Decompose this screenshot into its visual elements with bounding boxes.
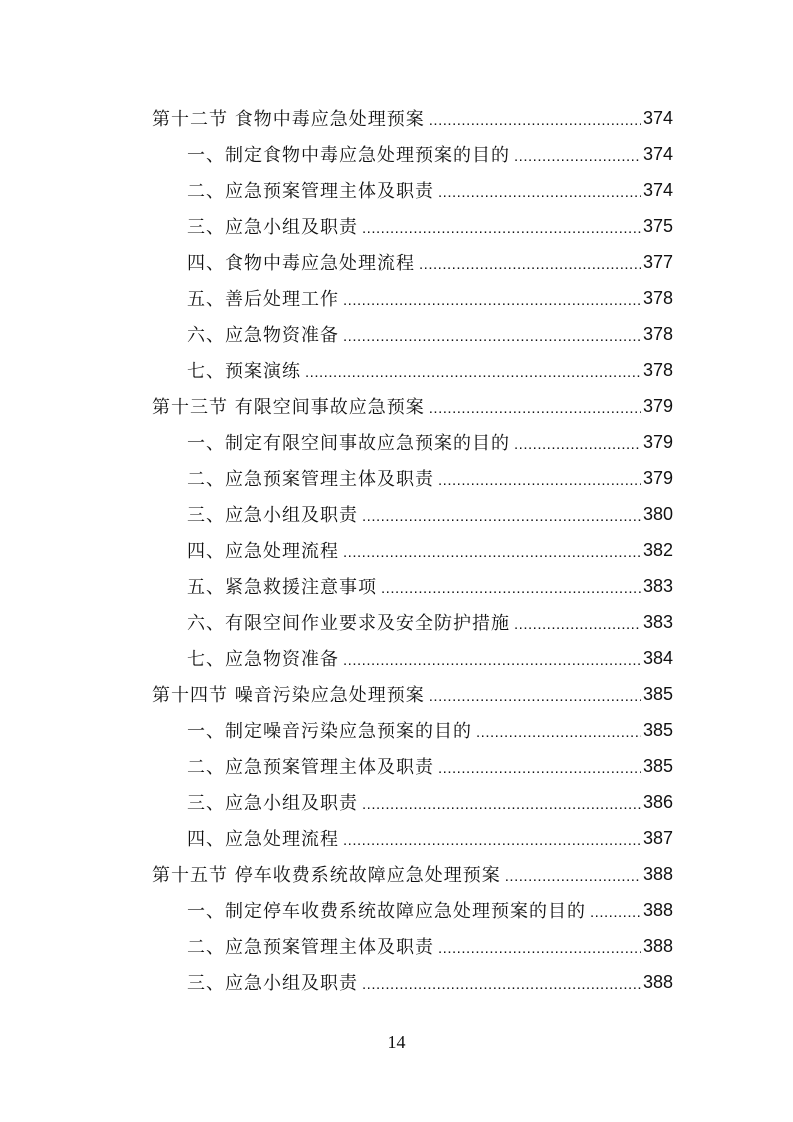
toc-subsection-entry[interactable]: [152, 892, 673, 928]
dot-leader: [505, 865, 641, 883]
toc-subsection-entry[interactable]: [152, 604, 673, 640]
toc-subsection-entry[interactable]: [152, 244, 673, 280]
dot-leader: [514, 433, 641, 451]
dot-leader: [343, 829, 641, 847]
toc-entry-title: 三、应急小组及职责: [187, 793, 358, 814]
toc-section-entry[interactable]: [152, 856, 673, 892]
toc-entry-title: 五、紧急救援注意事项: [187, 577, 377, 598]
toc-section-entry[interactable]: [152, 676, 673, 712]
toc-entry-page: 386: [642, 791, 673, 812]
dot-leader: [438, 937, 641, 955]
table-of-contents: [152, 100, 673, 1000]
toc-entry-title: 七、预案演练: [187, 361, 301, 382]
toc-entry-title: 四、应急处理流程: [187, 829, 339, 850]
toc-subsection-entry[interactable]: [152, 640, 673, 676]
toc-entry-title: 四、食物中毒应急处理流程: [187, 253, 415, 274]
toc-entry-title: 五、善后处理工作: [187, 289, 339, 310]
toc-entry-title: 四、应急处理流程: [187, 541, 339, 562]
toc-entry-page: 383: [642, 575, 673, 596]
dot-leader: [514, 613, 641, 631]
toc-entry-page: 385: [642, 755, 673, 776]
toc-entry-title: 第十五节 停车收费系统故障应急处理预案: [152, 865, 501, 886]
toc-subsection-entry[interactable]: [152, 208, 673, 244]
toc-entry-title: 六、应急物资准备: [187, 325, 339, 346]
toc-subsection-entry[interactable]: [152, 424, 673, 460]
toc-entry-title: 三、应急小组及职责: [187, 505, 358, 526]
toc-subsection-entry[interactable]: [152, 352, 673, 388]
toc-entry-page: 378: [642, 323, 673, 344]
toc-entry-page: 374: [642, 179, 673, 200]
toc-subsection-entry[interactable]: [152, 532, 673, 568]
toc-entry-page: 374: [642, 107, 673, 128]
toc-entry-title: 二、应急预案管理主体及职责: [187, 937, 434, 958]
toc-entry-page: 388: [642, 863, 673, 884]
dot-leader: [419, 253, 641, 271]
toc-entry-page: 378: [642, 287, 673, 308]
toc-subsection-entry[interactable]: [152, 820, 673, 856]
dot-leader: [514, 145, 641, 163]
toc-subsection-entry[interactable]: [152, 568, 673, 604]
toc-subsection-entry[interactable]: [152, 460, 673, 496]
toc-entry-title: 一、制定停车收费系统故障应急处理预案的目的: [187, 901, 586, 922]
toc-entry-page: 388: [642, 899, 673, 920]
toc-entry-title: 六、有限空间作业要求及安全防护措施: [187, 613, 510, 634]
dot-leader: [438, 757, 641, 775]
toc-subsection-entry[interactable]: [152, 784, 673, 820]
toc-section-entry[interactable]: [152, 388, 673, 424]
toc-entry-title: 一、制定噪音污染应急预案的目的: [187, 721, 472, 742]
dot-leader: [343, 649, 641, 667]
toc-entry-page: 380: [642, 503, 673, 524]
toc-entry-page: 387: [642, 827, 673, 848]
toc-entry-title: 二、应急预案管理主体及职责: [187, 181, 434, 202]
dot-leader: [362, 973, 641, 991]
toc-entry-page: 383: [642, 611, 673, 632]
toc-subsection-entry[interactable]: [152, 136, 673, 172]
dot-leader: [343, 325, 641, 343]
toc-entry-title: 二、应急预案管理主体及职责: [187, 757, 434, 778]
toc-subsection-entry[interactable]: [152, 280, 673, 316]
toc-section-entry[interactable]: [152, 100, 673, 136]
toc-entry-title: 三、应急小组及职责: [187, 973, 358, 994]
dot-leader: [362, 793, 641, 811]
page-number: 14: [387, 1032, 406, 1052]
toc-entry-page: 385: [642, 683, 673, 704]
dot-leader: [362, 505, 641, 523]
toc-entry-page: 385: [642, 719, 673, 740]
dot-leader: [476, 721, 641, 739]
dot-leader: [429, 685, 641, 703]
toc-entry-page: 375: [642, 215, 673, 236]
toc-entry-page: 388: [642, 971, 673, 992]
toc-entry-title: 二、应急预案管理主体及职责: [187, 469, 434, 490]
dot-leader: [438, 469, 641, 487]
toc-entry-title: 三、应急小组及职责: [187, 217, 358, 238]
toc-entry-title: 第十三节 有限空间事故应急预案: [152, 397, 425, 418]
toc-entry-title: 第十二节 食物中毒应急处理预案: [152, 109, 425, 130]
dot-leader: [362, 217, 641, 235]
dot-leader: [343, 541, 641, 559]
toc-entry-title: 七、应急物资准备: [187, 649, 339, 670]
toc-entry-title: 第十四节 噪音污染应急处理预案: [152, 685, 425, 706]
toc-entry-page: 379: [642, 467, 673, 488]
toc-entry-page: 377: [642, 251, 673, 272]
toc-entry-page: 379: [642, 431, 673, 452]
toc-entry-page: 374: [642, 143, 673, 164]
toc-entry-page: 378: [642, 359, 673, 380]
toc-subsection-entry[interactable]: [152, 316, 673, 352]
dot-leader: [343, 289, 641, 307]
dot-leader: [429, 397, 641, 415]
toc-subsection-entry[interactable]: [152, 748, 673, 784]
toc-entry-page: 384: [642, 647, 673, 668]
dot-leader: [438, 181, 641, 199]
dot-leader: [590, 901, 641, 919]
toc-subsection-entry[interactable]: [152, 496, 673, 532]
toc-entry-page: 388: [642, 935, 673, 956]
toc-subsection-entry[interactable]: [152, 964, 673, 1000]
dot-leader: [305, 361, 641, 379]
toc-entry-page: 382: [642, 539, 673, 560]
dot-leader: [381, 577, 641, 595]
toc-subsection-entry[interactable]: [152, 928, 673, 964]
toc-subsection-entry[interactable]: [152, 172, 673, 208]
toc-entry-title: 一、制定食物中毒应急处理预案的目的: [187, 145, 510, 166]
toc-entry-page: 379: [642, 395, 673, 416]
toc-entry-title: 一、制定有限空间事故应急预案的目的: [187, 433, 510, 454]
dot-leader: [429, 109, 641, 127]
toc-subsection-entry[interactable]: [152, 712, 673, 748]
